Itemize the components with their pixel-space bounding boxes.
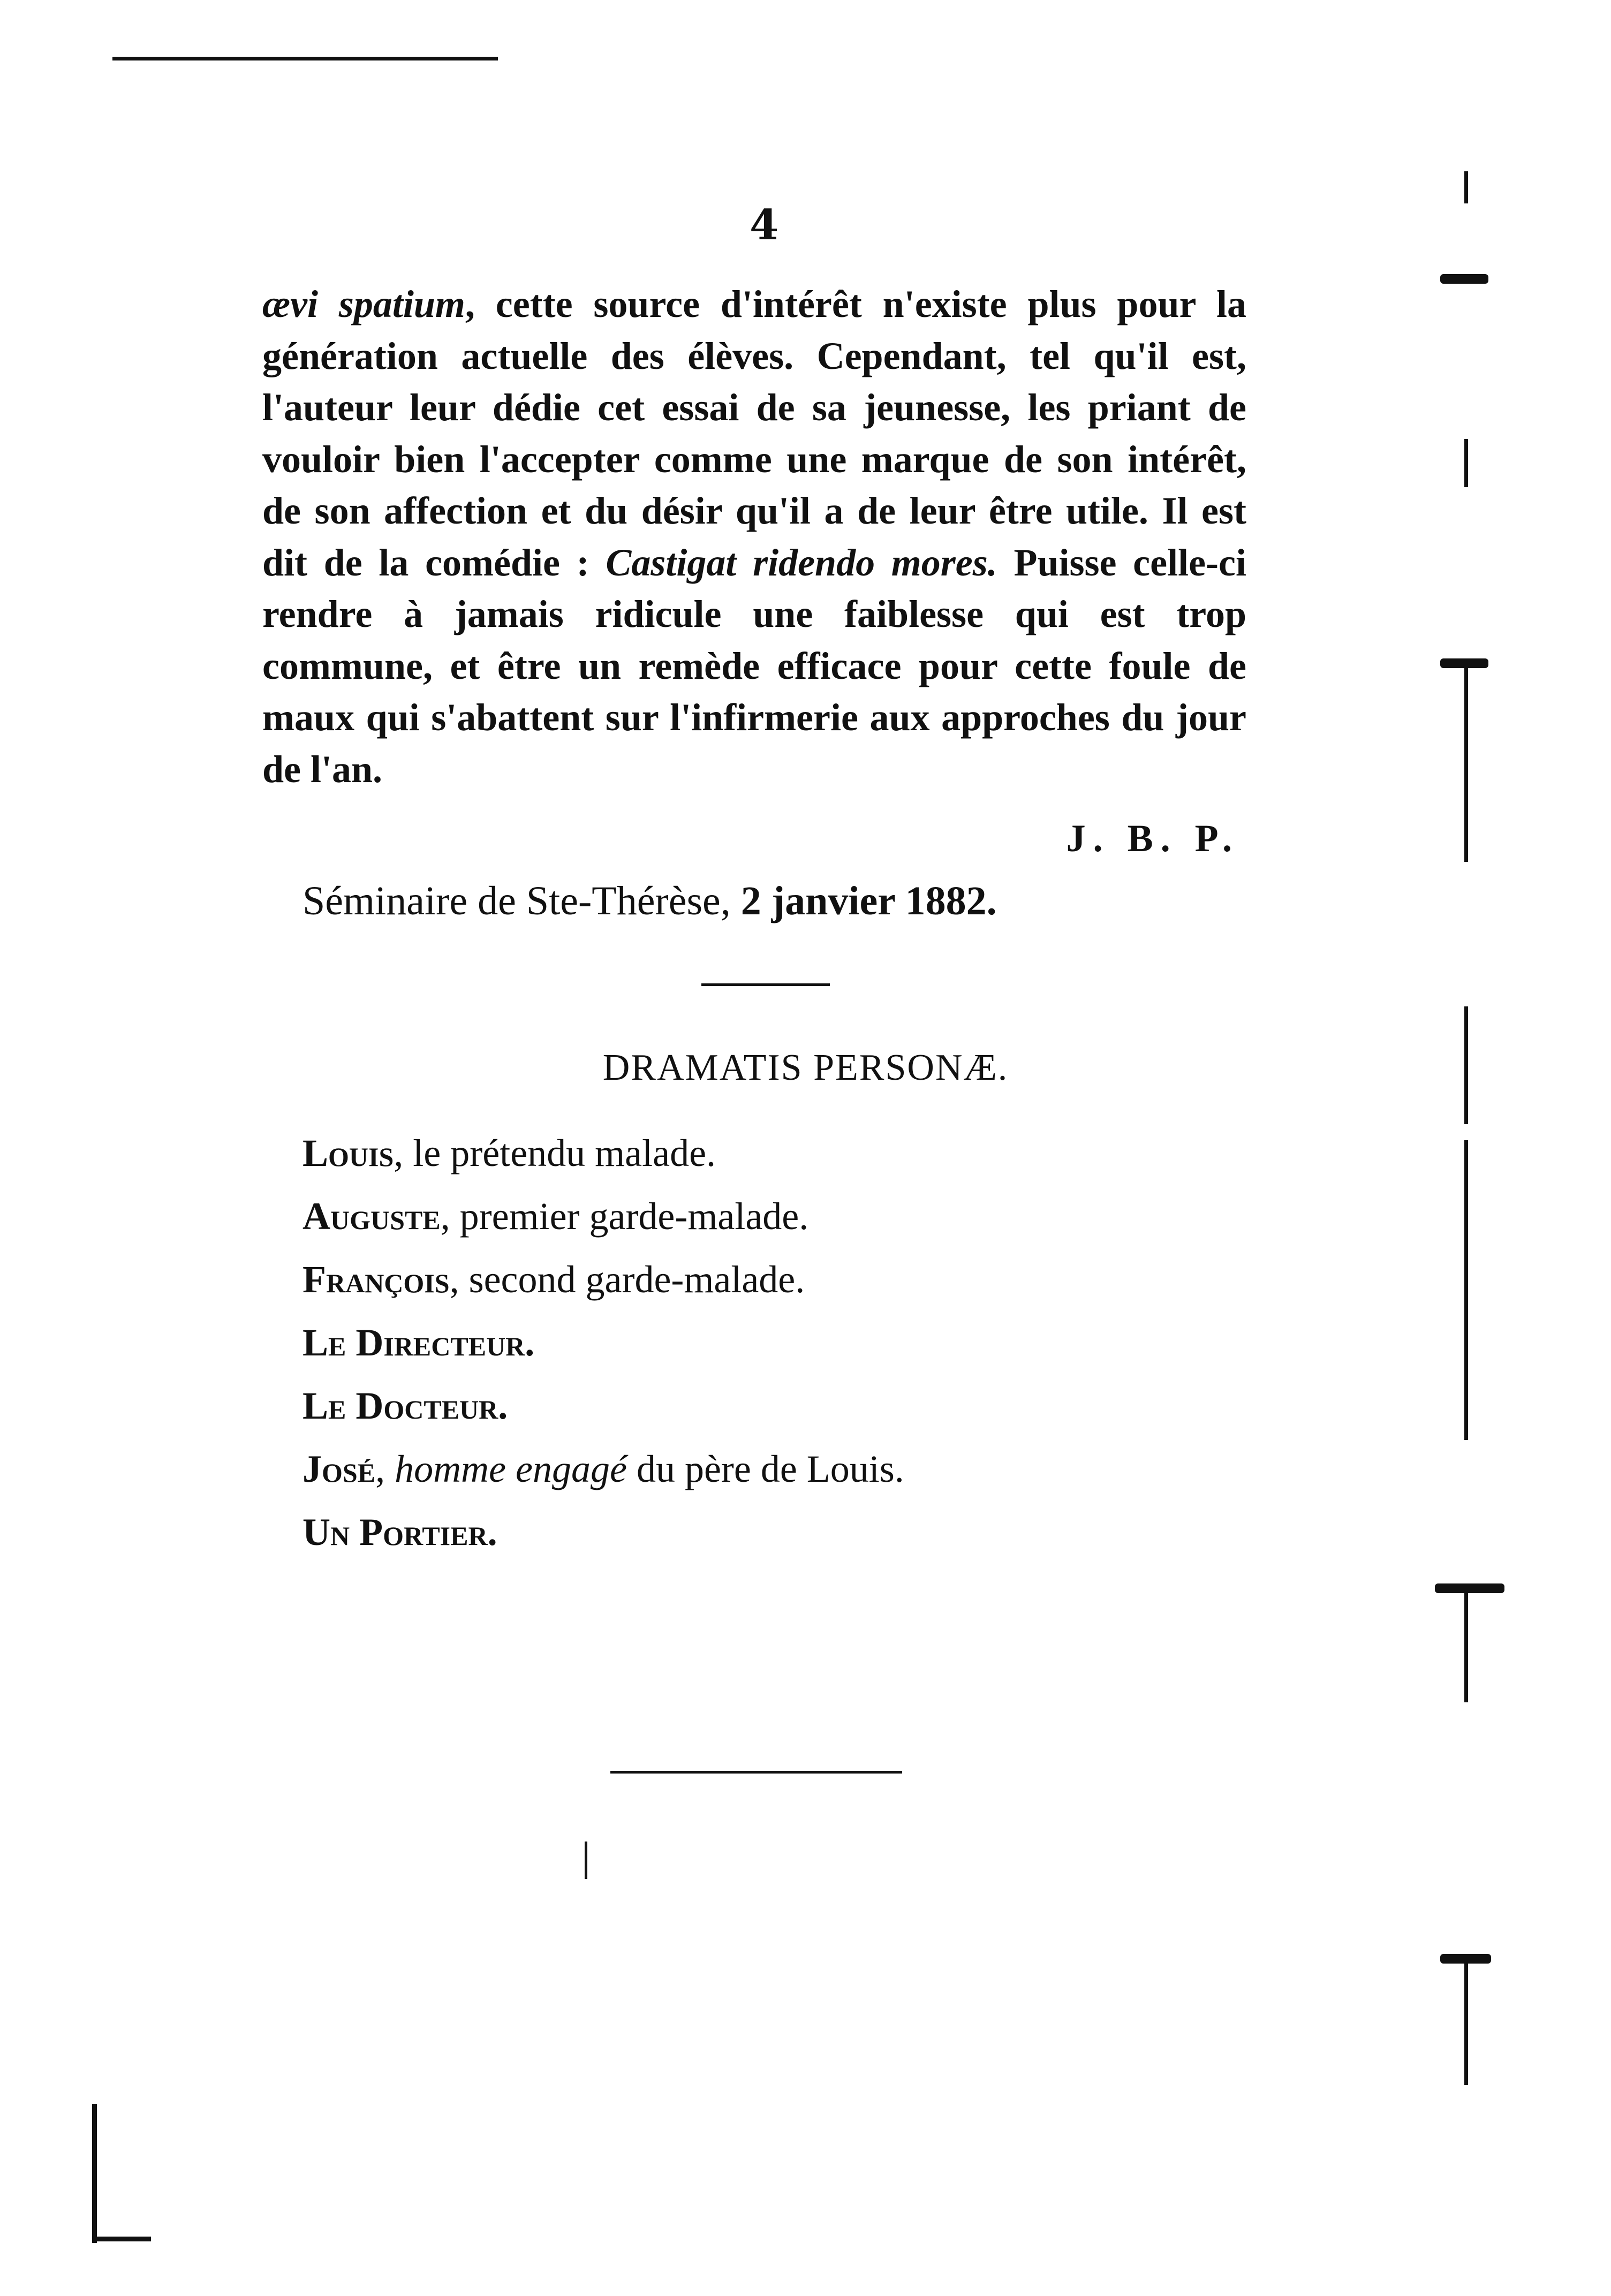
margin-mark (1464, 439, 1468, 487)
cast-member (302, 1311, 904, 1374)
page-number: 4 (750, 201, 779, 249)
character-name: Le Directeur. (302, 1321, 535, 1364)
character-role: du père de Louis. (626, 1448, 904, 1490)
top-rule (112, 57, 498, 60)
character-name: José (302, 1448, 376, 1490)
place: Séminaire de Ste-Thérèse, (302, 878, 741, 923)
margin-mark (1440, 274, 1488, 284)
cast-list (302, 1122, 904, 1564)
margin-mark (1464, 1140, 1468, 1440)
author-initials: J. B. P. (1066, 817, 1239, 860)
character-name: Un Portier. (302, 1511, 497, 1554)
place-and-date (302, 878, 997, 925)
cast-member (302, 1374, 904, 1437)
bottom-divider (610, 1771, 902, 1774)
character-role: le prétendu malade. (413, 1132, 716, 1174)
cast-member (302, 1185, 904, 1248)
margin-mark (1435, 1583, 1504, 1593)
corner-mark (92, 2104, 97, 2243)
separator: , (394, 1132, 413, 1174)
section-divider (701, 983, 830, 986)
stray-mark (585, 1842, 587, 1879)
cast-member (302, 1437, 904, 1501)
preface-paragraph (262, 278, 1246, 795)
character-name: Auguste (302, 1195, 441, 1238)
preface-text: , cette source d'intérêt n'existe plus pour la génération actuelle des élèves. Cependant, tel qu'il est, l'auteur leur dédie cet essai de sa jeunesse, les priant de vouloir bien l'accepter comme une marque de son intérêt, de son affection et du désir qu'il a de leur être utile. Il est dit de la comédie : (262, 283, 1247, 584)
preface-closing: Puisse celle-ci rendre à jamais ridicule une faiblesse qui est trop commune, et être un remède efficace pour cette foule de maux qui s'abattent sur l'infirmerie aux approches du jour de l'an. (262, 541, 1246, 791)
latin-phrase: ævi spatium (262, 283, 465, 325)
margin-mark (1464, 1585, 1468, 1702)
character-name: Le Docteur. (302, 1384, 508, 1427)
separator: , (440, 1195, 460, 1238)
cast-member (302, 1122, 904, 1185)
character-name: Louis (302, 1132, 394, 1174)
character-role-italic: homme engagé (395, 1448, 627, 1490)
cast-heading (0, 1047, 1611, 1089)
character-role: second garde-malade. (468, 1258, 805, 1301)
margin-mark (1464, 1957, 1468, 2085)
corner-mark (92, 2237, 151, 2241)
margin-mark (1464, 171, 1468, 203)
character-role: premier garde-malade. (459, 1195, 809, 1238)
margin-mark (1464, 664, 1468, 862)
cast-heading-text: DRAMATIS PERSONÆ. (602, 1047, 1009, 1088)
separator: , (449, 1258, 469, 1301)
date: 2 janvier 1882. (740, 878, 997, 923)
character-name: François (302, 1258, 450, 1301)
separator: , (375, 1448, 395, 1490)
cast-member (302, 1501, 904, 1564)
latin-quote: Castigat ridendo mores. (606, 541, 997, 584)
cast-member (302, 1248, 904, 1311)
